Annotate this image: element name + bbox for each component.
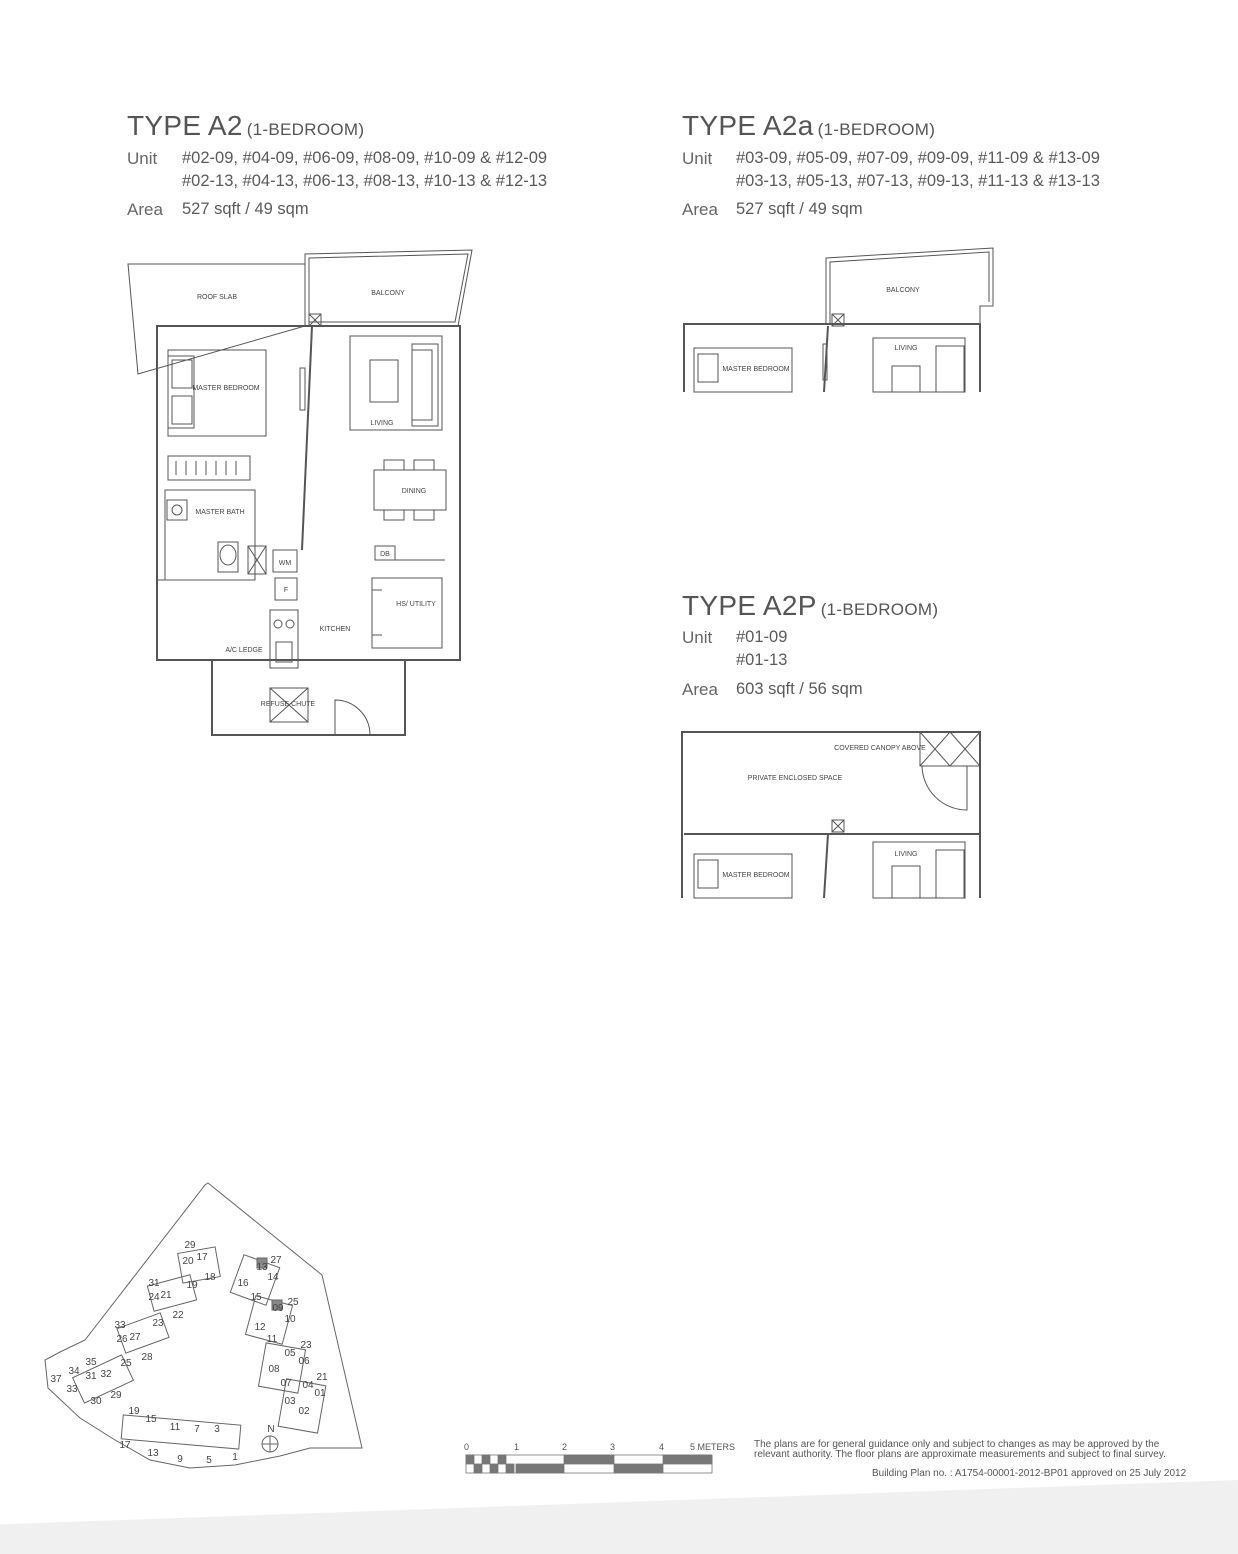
block-label: 11 [169, 1422, 181, 1433]
disclaimer-line-2: relevant authority. The floor plans are approximate measurements and subject to final survey. [754, 1449, 1166, 1460]
block-label: 22 [172, 1310, 184, 1321]
footer-band [0, 1480, 1238, 1554]
block-label: 03 [284, 1396, 296, 1407]
block-label: 31 [85, 1371, 97, 1382]
room-master-bath: MASTER BATH [195, 509, 245, 516]
plan-title-a2p [682, 590, 938, 622]
block-label: 33 [66, 1384, 78, 1395]
block-label: 9 [177, 1454, 183, 1465]
block-label: 33 [114, 1320, 126, 1331]
unit-label: Unit [682, 628, 713, 647]
unit-list-line-2: #01-13 [736, 651, 788, 669]
unit-list-line-1: #03-09, #05-09, #07-09, #09-09, #11-09 & #13-09 [736, 149, 1100, 167]
room-balcony: BALCONY [886, 287, 920, 294]
block-label: 21 [316, 1372, 328, 1383]
block-label: 17 [196, 1252, 208, 1263]
plan-type: TYPE A2P [682, 590, 817, 621]
block-label: 11 [266, 1334, 278, 1345]
block-label: 25 [287, 1297, 299, 1308]
room-balcony: BALCONY [371, 290, 405, 297]
block-label: 21 [160, 1290, 172, 1301]
block-label: 31 [148, 1278, 160, 1289]
block-label: 08 [268, 1364, 280, 1375]
room-refuse-chute: REFUSE CHUTE [260, 701, 316, 708]
block-label: 02 [298, 1406, 310, 1417]
scale-tick: 2 [562, 1442, 568, 1452]
disclaimer-line-1: The plans are for general guidance only and subject to changes as may be approved by the [754, 1439, 1160, 1450]
unit-list-line-2: #02-13, #04-13, #06-13, #08-13, #10-13 & #12-13 [182, 172, 548, 190]
room-wm: WM [278, 560, 292, 567]
area-label: Area [682, 200, 718, 219]
scale-tick: 5 METERS [690, 1442, 736, 1452]
floor-plan-a2p [680, 730, 1000, 900]
unit-label: Unit [127, 149, 158, 168]
block-label: 27 [270, 1255, 282, 1266]
block-label: 06 [298, 1356, 310, 1367]
site-block-labels [50, 1240, 328, 1466]
block-label: 20 [182, 1256, 194, 1267]
block-label: 29 [184, 1240, 196, 1251]
block-label: 10 [284, 1314, 296, 1325]
block-label: 05 [284, 1348, 296, 1359]
scale-tick: 3 [610, 1442, 616, 1452]
block-label: 24 [148, 1292, 160, 1303]
area-value: 527 sqft / 49 sqm [736, 200, 863, 218]
floor-plan-a2a [680, 244, 1000, 394]
area-label: Area [682, 680, 718, 699]
block-label: 23 [300, 1340, 312, 1351]
block-label: 3 [214, 1424, 220, 1435]
area-label: Area [127, 200, 163, 219]
unit-list-line-1: #01-09 [736, 628, 788, 646]
block-label: 19 [186, 1280, 198, 1291]
block-label: 13 [256, 1262, 268, 1273]
room-private-enclosed-space: PRIVATE ENCLOSED SPACE [747, 775, 843, 782]
plan-title-a2a [682, 110, 935, 142]
site-key-plan [40, 1180, 370, 1480]
scale-tick: 1 [514, 1442, 520, 1452]
scale-tick: 0 [464, 1442, 470, 1452]
block-label: 15 [145, 1414, 157, 1425]
area-value: 527 sqft / 49 sqm [182, 200, 309, 218]
block-label: 35 [85, 1357, 97, 1368]
block-label: 1 [232, 1452, 238, 1463]
scale-bar [458, 1436, 748, 1476]
room-living: LIVING [370, 420, 394, 427]
block-label: 16 [237, 1278, 249, 1289]
block-label: 34 [68, 1366, 80, 1377]
block-label: 30 [90, 1396, 102, 1407]
block-label: 09 [272, 1303, 284, 1314]
block-label: 07 [280, 1378, 292, 1389]
floor-plan-a2 [120, 240, 480, 750]
unit-label: Unit [682, 149, 713, 168]
area-value: 603 sqft / 56 sqm [736, 680, 863, 698]
room-living: LIVING [894, 851, 918, 858]
block-label: 19 [128, 1406, 140, 1417]
room-ac-ledge: A/C LEDGE [225, 647, 263, 654]
block-label: 17 [119, 1440, 131, 1451]
plan-type: TYPE A2a [682, 110, 814, 141]
block-label: 18 [204, 1272, 216, 1283]
block-label: 13 [147, 1448, 159, 1459]
block-label: 28 [141, 1352, 153, 1363]
plan-subtitle: (1-BEDROOM) [817, 120, 936, 139]
plan-subtitle: (1-BEDROOM) [246, 120, 365, 139]
block-label: 29 [110, 1390, 122, 1401]
room-master-bedroom: MASTER BEDROOM [722, 872, 790, 879]
room-master-bedroom: MASTER BEDROOM [722, 366, 790, 373]
room-fridge: F [283, 587, 289, 594]
block-label: 04 [302, 1380, 314, 1391]
block-label: 5 [206, 1455, 212, 1466]
building-plan-approval: Building Plan no. : A1754-00001-2012-BP01 approved on 25 July 2012 [872, 1468, 1187, 1479]
block-label: 37 [50, 1374, 62, 1385]
room-kitchen: KITCHEN [319, 626, 351, 633]
label-covered-canopy: COVERED CANOPY ABOVE [834, 745, 926, 752]
scale-tick: 4 [659, 1442, 665, 1452]
plan-type: TYPE A2 [127, 110, 243, 141]
block-label: 01 [314, 1388, 326, 1399]
block-label: 15 [250, 1292, 262, 1303]
north-label: N [267, 1424, 275, 1435]
unit-list-line-2: #03-13, #05-13, #07-13, #09-13, #11-13 & #13-13 [736, 172, 1100, 190]
block-label: 27 [129, 1332, 141, 1343]
unit-list-line-1: #02-09, #04-09, #06-09, #08-09, #10-09 & #12-09 [182, 149, 548, 167]
block-label: 25 [120, 1358, 132, 1369]
block-label: 32 [100, 1369, 112, 1380]
block-label: 12 [254, 1322, 266, 1333]
room-dining: DINING [401, 488, 427, 495]
room-db: DB [380, 551, 390, 558]
room-roof-slab: ROOF SLAB [196, 294, 238, 301]
room-hs-utility: HS/ UTILITY [396, 601, 436, 608]
room-living: LIVING [894, 345, 918, 352]
room-master-bedroom: MASTER BEDROOM [192, 385, 260, 392]
block-label: 7 [194, 1424, 200, 1435]
block-label: 23 [152, 1318, 164, 1329]
block-label: 14 [267, 1272, 279, 1283]
plan-title-a2 [127, 110, 364, 142]
plan-subtitle: (1-BEDROOM) [820, 600, 939, 619]
block-label: 26 [116, 1334, 128, 1345]
